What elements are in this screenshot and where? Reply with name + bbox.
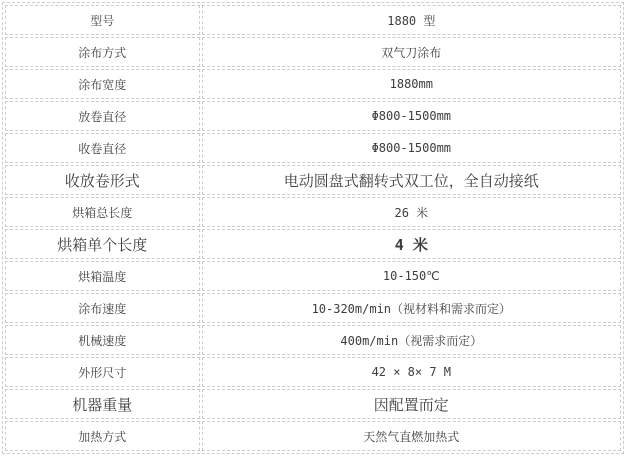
spec-value: 10-150℃ <box>202 261 621 291</box>
spec-value: 400m/min（视需求而定） <box>202 325 621 355</box>
spec-value: 因配置而定 <box>202 389 621 419</box>
table-row-unwind-diameter <box>5 101 621 131</box>
table-row-model <box>5 5 621 35</box>
table-row-coating-method <box>5 37 621 67</box>
table-row-oven-temperature <box>5 261 621 291</box>
spec-value: 4 米 <box>202 229 621 259</box>
spec-label: 烘箱单个长度 <box>5 229 200 259</box>
spec-label: 收放卷形式 <box>5 165 200 195</box>
spec-label: 机械速度 <box>5 325 200 355</box>
spec-label: 加热方式 <box>5 421 200 451</box>
spec-label: 放卷直径 <box>5 101 200 131</box>
spec-label: 烘箱温度 <box>5 261 200 291</box>
spec-value: Φ800-1500mm <box>202 133 621 163</box>
table-row-coating-width <box>5 69 621 99</box>
spec-label: 烘箱总长度 <box>5 197 200 227</box>
spec-value: 10-320m/min（视材料和需求而定） <box>202 293 621 323</box>
spec-value: 1880 型 <box>202 5 621 35</box>
spec-value: 天然气直燃加热式 <box>202 421 621 451</box>
table-row-heating-method <box>5 421 621 451</box>
table-row-overall-dimensions <box>5 357 621 387</box>
spec-label: 涂布速度 <box>5 293 200 323</box>
spec-label: 机器重量 <box>5 389 200 419</box>
table-row-oven-total-length <box>5 197 621 227</box>
spec-value: 电动圆盘式翻转式双工位，全自动接纸 <box>202 165 621 195</box>
spec-value: Φ800-1500mm <box>202 101 621 131</box>
spec-label: 收卷直径 <box>5 133 200 163</box>
spec-label: 涂布宽度 <box>5 69 200 99</box>
spec-label: 型号 <box>5 5 200 35</box>
table-row-mechanical-speed <box>5 325 621 355</box>
spec-value: 双气刀涂布 <box>202 37 621 67</box>
table-row-machine-weight <box>5 389 621 419</box>
machine-spec-table <box>2 2 624 454</box>
spec-label: 外形尺寸 <box>5 357 200 387</box>
table-row-oven-unit-length <box>5 229 621 259</box>
spec-value: 26 米 <box>202 197 621 227</box>
table-row-rewind-diameter <box>5 133 621 163</box>
table-row-winding-type <box>5 165 621 195</box>
spec-value: 1880mm <box>202 69 621 99</box>
table-row-coating-speed <box>5 293 621 323</box>
spec-value: 42 × 8× 7 M <box>202 357 621 387</box>
spec-label: 涂布方式 <box>5 37 200 67</box>
